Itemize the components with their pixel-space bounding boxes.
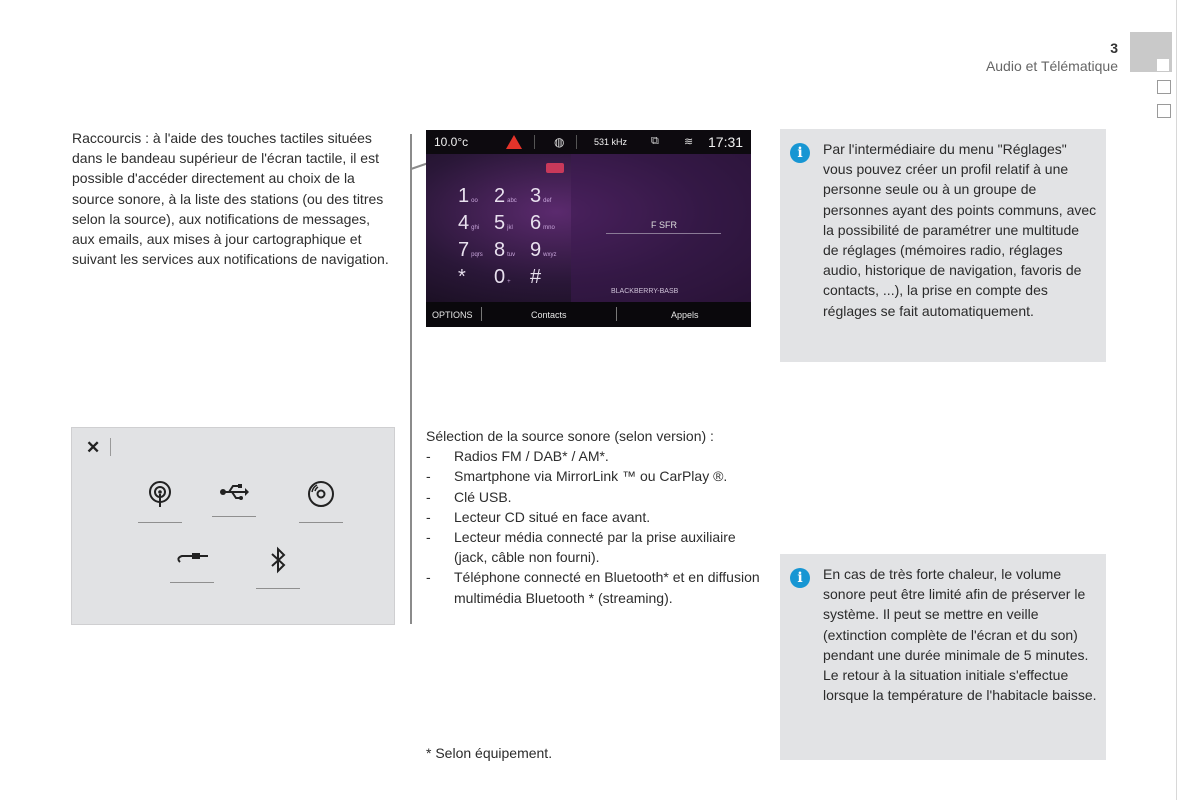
navigation-icon: ◍ [554,135,565,149]
shortcuts-paragraph: Raccourcis : à l'aide des touches tactiles situées dans le bandeau supérieur de l'écran tactile, il est possible d'accéder directement au choix de la source sonore, à la liste des stations (ou des titres selon la source), aux notifications de messages, aux emails, aux mises à jour cartographique et suivant les services aux notifications de navigation. [72,130,389,268]
phone-device-name: BLACKBERRY-BASB [611,288,679,295]
info-icon: i [790,568,810,588]
radio-icon [138,480,182,516]
list-item: - Téléphone connecté en Bluetooth* et en diffusion multimédia Bluetooth * (streaming). [426,567,766,607]
info-text: En cas de très forte chaleur, le volume sonore peut être limité afin de préserver le système. Il peut se mettre en veille (extinction complète de l'écran et du son) pendant une durée minimale de 5 minutes. [823,566,1089,663]
key-star: * [458,266,466,288]
key-9: 9 wxyz [530,239,557,261]
options-tab: OPTIONS [432,310,473,320]
touchscreen-image [426,130,751,327]
screen-bottom-bar [426,302,751,327]
key-0: 0 + [494,266,511,288]
info-text-block [823,564,1098,705]
aux-jack-icon [170,546,214,576]
key-7: 7 pqrs [458,239,483,261]
page-edge-line [1176,0,1177,800]
close-icon[interactable]: ✕ [86,438,101,457]
info-text-continued: Le retour à la situation initiale s'effectue lorsque la température de l'habitacle baisse. [823,667,1097,704]
clock-readout: 17:31 [708,134,744,150]
info-box-profiles [780,129,1106,362]
source-selection [426,426,766,608]
bluetooth-icon [256,546,300,582]
key-2: 2 abc [494,185,517,207]
bluetooth-source-button[interactable] [256,546,300,589]
key-5: 5 jkl [494,212,513,234]
mirror-icon: ⧉ [651,135,659,147]
radio-source-button[interactable] [138,480,182,523]
cd-source-button[interactable] [299,480,343,523]
audio-source-panel [71,427,395,625]
warning-icon [506,135,522,149]
list-item: - Lecteur média connecté par la prise auxiliaire (jack, câble non fourni). [426,527,766,567]
info-text: Par l'intermédiaire du menu "Réglages" vous pouvez créer un profil relatif à une personne seule ou à un groupe de personnes ayant des points communs, avec la possibilité de paramétrer une multitude de réglages (mémoires radio, réglages audio, historique de navigation, favoris de contacts, ...), la prise en compte des réglages se fait automatiquement. [823,141,1097,319]
chapter-tab[interactable] [1157,104,1171,118]
key-4: 4 ghi [458,212,480,234]
chapter-tab[interactable] [1157,80,1171,94]
source-list [426,446,766,608]
key-8: 8 tuv [494,239,516,261]
status-bar [426,130,751,154]
key-hash: # [530,266,542,288]
delete-icon [546,163,564,173]
list-item: - Lecteur CD situé en face avant. [426,507,766,527]
list-item: - Clé USB. [426,487,766,507]
list-item: - Radios FM / DAB* / AM*. [426,446,766,466]
calls-tab: Appels [671,310,699,320]
cd-icon [299,480,343,516]
usb-source-button[interactable] [212,480,256,517]
section-title: Audio et Télématique [985,58,1118,74]
info-box-heat [780,554,1106,760]
wifi-icon: ≋ [684,136,694,148]
chapter-tab-active[interactable] [1130,32,1172,72]
page-number: 3 [1110,40,1118,56]
temperature-readout: 10.0°c [434,135,469,149]
footnote: * Selon équipement. [426,745,553,761]
key-6: 6 mno [530,212,555,234]
key-3: 3 def [530,185,552,207]
aux-source-button[interactable] [170,546,214,583]
selection-intro: Sélection de la source sonore (selon version) : [426,428,714,444]
info-icon: i [790,143,810,163]
column-divider [410,134,412,624]
station-name: F SFR [651,220,677,230]
usb-icon [212,480,256,510]
frequency-readout: 531 kHz [594,137,628,147]
key-1: 1 oo [458,185,478,207]
contacts-tab: Contacts [531,310,567,320]
list-item: - Smartphone via MirrorLink ™ ou CarPlay ®. [426,466,766,486]
